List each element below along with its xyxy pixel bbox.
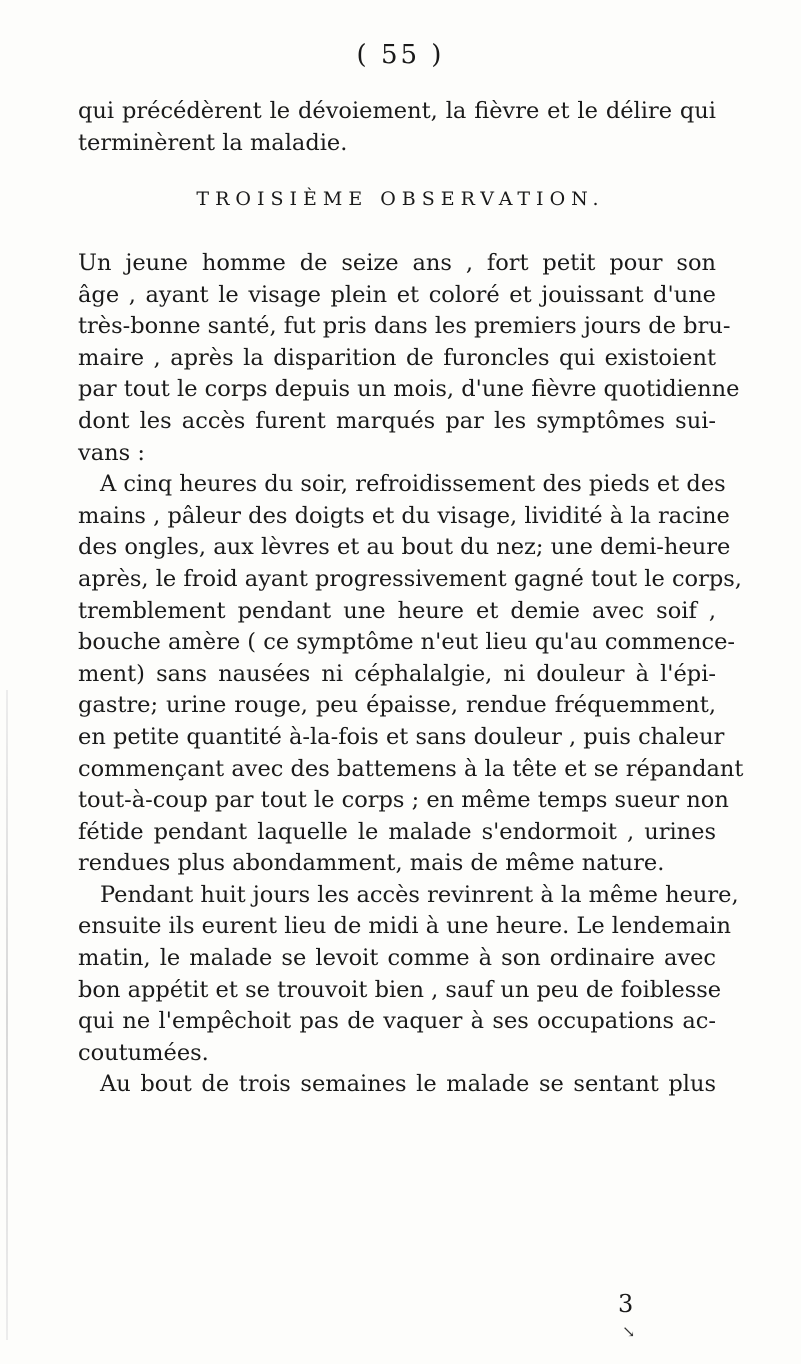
text-line: Au bout de trois semaines le malade se sentant plus — [100, 1071, 716, 1098]
text-line: après, le froid ayant progressivement gagné tout le corps, — [78, 565, 742, 592]
text-line: matin, le malade se levoit comme à son ordinaire avec — [78, 945, 716, 972]
printer-mark: ↘ — [622, 1322, 636, 1341]
text-line: dont les accès furent marqués par les symptômes sui- — [78, 407, 716, 434]
text-line: bon appétit et se trouvoit bien , sauf un peu de foiblesse — [78, 976, 722, 1003]
text-line: Pendant huit jours les accès revinrent à la même heure, — [100, 881, 739, 908]
section-heading: TROISIÈME OBSERVATION. — [196, 188, 605, 210]
text-line: ment) sans nausées ni céphalalgie, ni douleur à l'épi- — [78, 660, 716, 687]
text-line: maire , après la disparition de furoncles qui existoient — [78, 344, 716, 371]
text-line: très-bonne santé, fut pris dans les premiers jours de bru- — [78, 313, 731, 340]
text-line: terminèrent la maladie. — [78, 129, 348, 156]
text-line: gastre; urine rouge, peu épaisse, rendue fréquemment, — [78, 692, 716, 719]
text-line: fétide pendant laquelle le malade s'endormoit , urines — [78, 818, 716, 845]
text-line: Un jeune homme de seize ans , fort petit pour son — [78, 250, 716, 276]
page-edge-shadow — [6, 690, 8, 1340]
text-line: coutumées. — [78, 1039, 209, 1066]
text-line: par tout le corps depuis un mois, d'une fièvre quotidienne — [78, 376, 740, 403]
text-line: ensuite ils eurent lieu de midi à une heure. Le lendemain — [78, 913, 731, 940]
text-line: en petite quantité à-la-fois et sans douleur , puis chaleur — [78, 723, 725, 750]
text-line: rendues plus abondamment, mais de même nature. — [78, 850, 665, 877]
text-line: commençant avec des battemens à la tête et se répandant — [78, 755, 744, 782]
text-line: qui précédèrent le dévoiement, la fièvre et le délire qui — [78, 98, 716, 124]
text-line: âge , ayant le visage plein et coloré et jouissant d'une — [78, 281, 716, 308]
observation-body — [78, 248, 744, 1101]
text-line: qui ne l'empêchoit pas de vaquer à ses occupations ac- — [78, 1008, 716, 1035]
text-line: A cinq heures du soir, refroidissement des pieds et des — [100, 471, 726, 498]
page-number: ( 55 ) — [356, 40, 445, 70]
text-line: tout-à-coup par tout le corps ; en même temps sueur non — [78, 787, 729, 814]
text-line: des ongles, aux lèvres et au bout du nez; une demi-heure — [78, 534, 731, 561]
text-line: tremblement pendant une heure et demie avec soif , — [78, 597, 716, 624]
text-line: vans : — [78, 439, 145, 466]
signature-mark: 3 — [618, 1290, 634, 1318]
intro-paragraph — [78, 96, 716, 159]
text-line: bouche amère ( ce symptôme n'eut lieu qu'au commence- — [78, 629, 735, 656]
text-line: mains , pâleur des doigts et du visage, lividité à la racine — [78, 502, 730, 529]
